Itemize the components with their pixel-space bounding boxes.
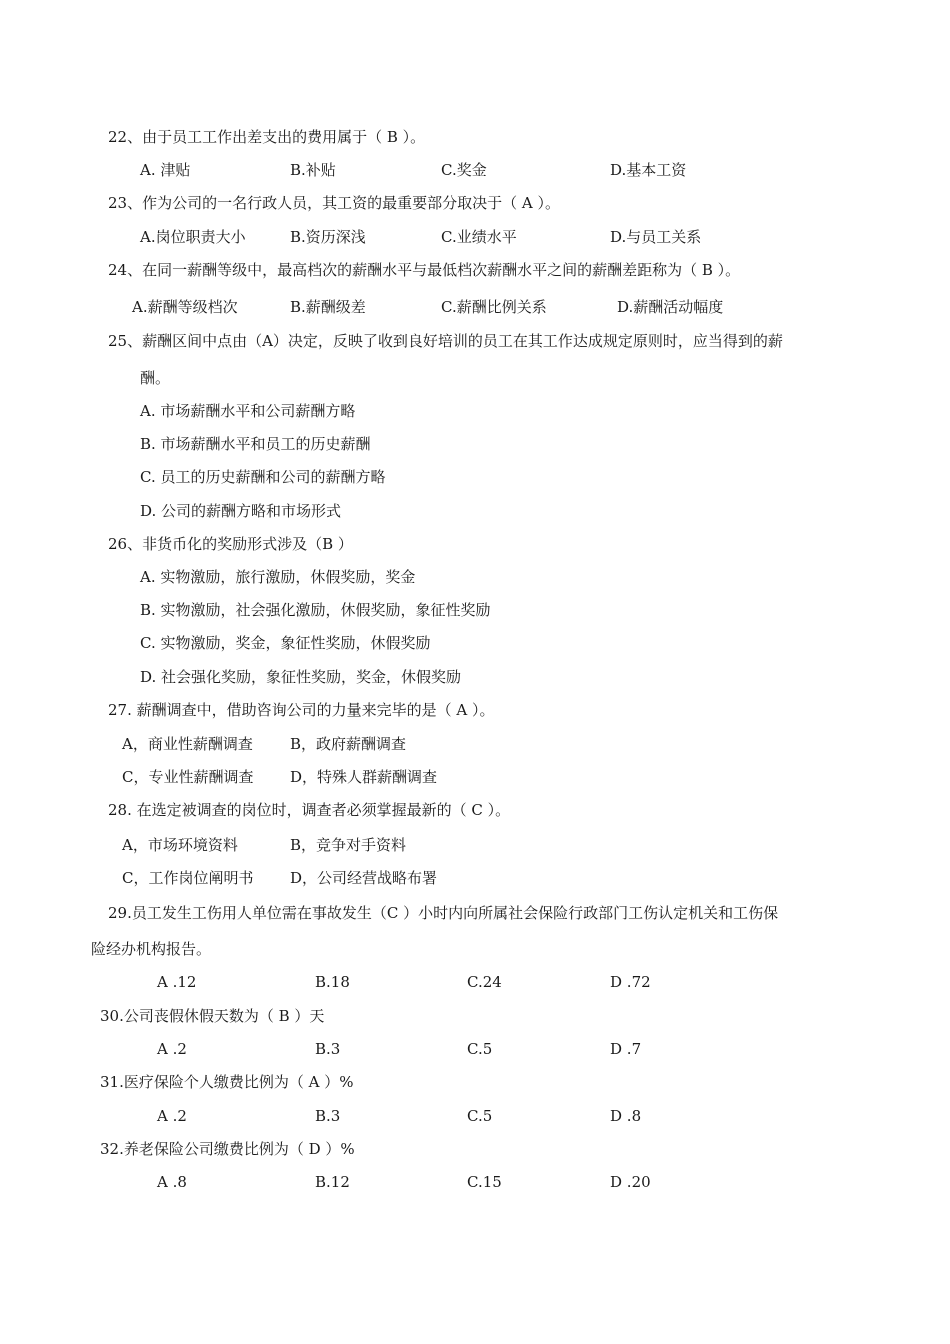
- question-32-option-d: D .20: [610, 1173, 651, 1191]
- question-27-stem: 27. 薪酬调查中，借助咨询公司的力量来完毕的是（ A ）。: [108, 701, 495, 719]
- question-32-option-b: B.12: [315, 1173, 350, 1191]
- question-28-option-c: C，工作岗位阐明书: [122, 869, 254, 887]
- question-25-option-b: B. 市场薪酬水平和员工的历史薪酬: [140, 435, 371, 453]
- question-32-stem: 32.养老保险公司缴费比例为（ D ）%: [100, 1140, 355, 1158]
- question-31-option-c: C.5: [467, 1107, 493, 1125]
- question-22-option-b: B.补贴: [290, 161, 336, 179]
- question-29-option-d: D .72: [610, 973, 651, 991]
- question-31-option-b: B.3: [315, 1107, 341, 1125]
- question-28-option-d: D，公司经营战略布署: [290, 869, 438, 887]
- question-30-option-c: C.5: [467, 1040, 493, 1058]
- question-24-option-a: A.薪酬等级档次: [132, 298, 238, 316]
- question-30-option-a: A .2: [157, 1040, 187, 1058]
- question-24-stem: 24、在同一薪酬等级中，最高档次的薪酬水平与最低档次薪酬水平之间的薪酬差距称为（ B ）。: [108, 261, 741, 279]
- question-31-option-d: D .8: [610, 1107, 642, 1125]
- question-23-stem: 23、作为公司的一名行政人员，其工资的最重要部分取决于（ A ）。: [108, 194, 560, 212]
- question-22-option-d: D.基本工资: [610, 161, 687, 179]
- question-23-option-d: D.与员工关系: [610, 228, 702, 246]
- question-25-stem-continued: 酬。: [140, 369, 171, 387]
- question-30-option-b: B.3: [315, 1040, 341, 1058]
- question-30-stem: 30.公司丧假休假天数为（ B ）天: [100, 1007, 325, 1025]
- question-23-option-a: A.岗位职责大小: [140, 228, 246, 246]
- question-24-option-d: D.薪酬活动幅度: [617, 298, 724, 316]
- question-25-stem: 25、薪酬区间中点由（A）决定，反映了收到良好培训的员工在其工作达成规定原则时，应当得到的薪: [108, 332, 783, 350]
- question-22-stem: 22、由于员工工作出差支出的费用属于（ B ）。: [108, 128, 426, 146]
- question-31-stem: 31.医疗保险个人缴费比例为（ A ）%: [100, 1073, 354, 1091]
- question-29-stem-continued: 险经办机构报告。: [91, 940, 212, 958]
- question-24-option-b: B.薪酬级差: [290, 298, 366, 316]
- question-32-option-a: A .8: [157, 1173, 187, 1191]
- question-26-option-d: D. 社会强化奖励，象征性奖励，奖金，休假奖励: [140, 668, 462, 686]
- question-26-option-c: C. 实物激励，奖金，象征性奖励，休假奖励: [140, 634, 431, 652]
- question-26-option-a: A. 实物激励，旅行激励，休假奖励，奖金: [140, 568, 416, 586]
- question-29-option-c: C.24: [467, 973, 502, 991]
- question-24-option-c: C.薪酬比例关系: [441, 298, 547, 316]
- question-26-stem: 26、非货币化的奖励形式涉及（B ）: [108, 535, 353, 553]
- question-25-option-c: C. 员工的历史薪酬和公司的薪酬方略: [140, 468, 386, 486]
- question-29-option-b: B.18: [315, 973, 350, 991]
- question-27-option-d: D，特殊人群薪酬调查: [290, 768, 438, 786]
- question-27-option-b: B，政府薪酬调查: [290, 735, 407, 753]
- question-32-option-c: C.15: [467, 1173, 502, 1191]
- question-28-stem: 28. 在选定被调查的岗位时，调查者必须掌握最新的（ C ）。: [108, 801, 511, 819]
- question-23-option-b: B.资历深浅: [290, 228, 366, 246]
- question-30-option-d: D .7: [610, 1040, 642, 1058]
- question-27-option-c: C，专业性薪酬调查: [122, 768, 254, 786]
- question-31-option-a: A .2: [157, 1107, 187, 1125]
- question-27-option-a: A，商业性薪酬调查: [122, 735, 253, 753]
- question-28-option-b: B，竞争对手资料: [290, 836, 407, 854]
- question-22-option-a: A. 津贴: [140, 161, 191, 179]
- question-28-option-a: A，市场环境资料: [122, 836, 238, 854]
- question-22-option-c: C.奖金: [441, 161, 487, 179]
- question-29-stem: 29.员工发生工伤用人单位需在事故发生（C ）小时内向所属社会保险行政部门工伤认定机关和工伤保: [108, 904, 779, 922]
- question-25-option-a: A. 市场薪酬水平和公司薪酬方略: [140, 402, 356, 420]
- question-26-option-b: B. 实物激励，社会强化激励，休假奖励，象征性奖励: [140, 601, 491, 619]
- question-23-option-c: C.业绩水平: [441, 228, 517, 246]
- question-29-option-a: A .12: [157, 973, 197, 991]
- question-25-option-d: D. 公司的薪酬方略和市场形式: [140, 502, 342, 520]
